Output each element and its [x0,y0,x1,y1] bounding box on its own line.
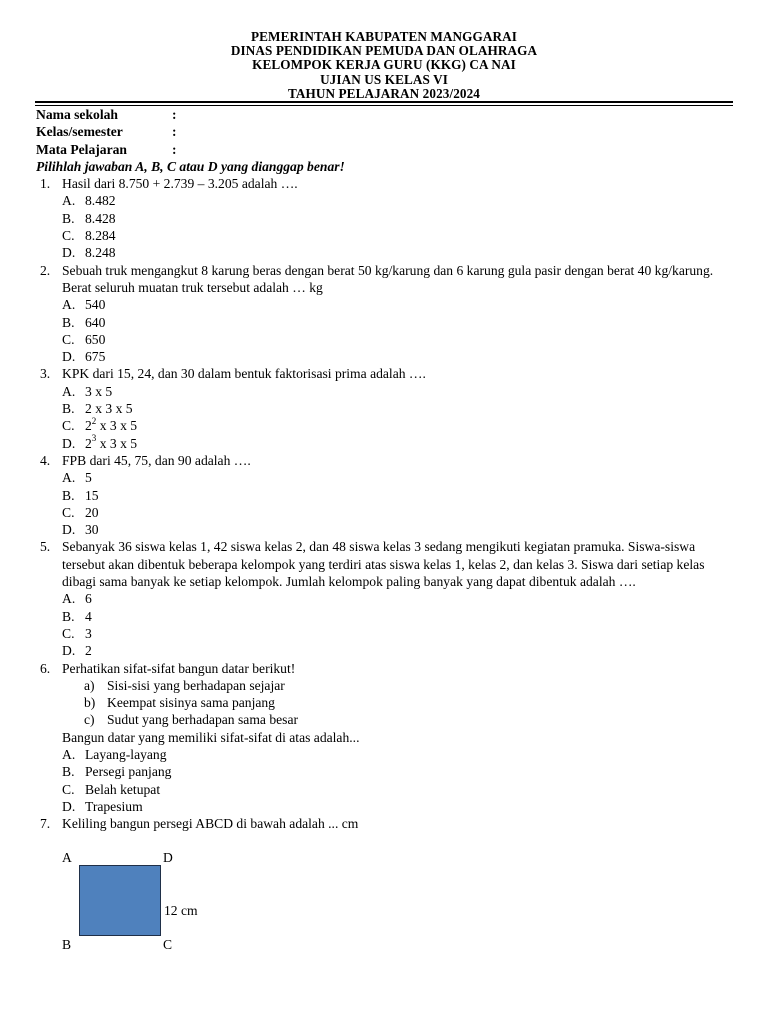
option-text: 3 x 5 [85,383,113,399]
power-exponent: 3 [91,433,97,444]
question-text: KPK dari 15, 24, dan 30 dalam bentuk faktorisasi prima adalah …. [62,366,426,382]
option-letter: B. [62,210,75,226]
option [36,625,736,642]
option-letter: A. [62,383,76,399]
question-7 [36,815,736,832]
option-letter: B. [62,764,75,780]
option [36,487,736,504]
header-line-4: UJIAN US KELAS VI [320,71,448,87]
header-line-5: TAHUN PELAJARAN 2023/2024 [287,85,480,101]
header-line-1: PEMERINTAH KABUPATEN MANGGARAI [250,29,517,44]
option-text: Belah ketupat [85,781,161,797]
option [36,608,736,625]
option-letter: D. [62,245,76,261]
option-text: 6 [85,591,92,607]
option [36,227,736,244]
school-name-label: Nama sekolah [36,107,118,122]
question-text: Hasil dari 8.750 + 2.739 – 3.205 adalah …. [62,176,298,192]
class-semester-label: Kelas/semester [36,124,123,140]
question-text: Sebuah truk mengangkut 8 karung beras dengan berat 50 kg/karung dan 6 karung gula pasir dengan berat 40 kg/karung. Berat seluruh muatan truk tersebut adalah … kg [62,262,714,295]
option [36,469,736,486]
property-text: Sisi-sisi yang berhadapan sejajar [107,677,285,693]
option-letter: B. [62,401,75,417]
option [36,210,736,227]
option-letter: C. [62,781,75,797]
option [36,798,736,815]
option-letter: C. [62,331,75,347]
option-text: 3 [85,625,92,641]
option [36,781,736,798]
question-2 [36,262,736,297]
property-letter: c) [84,712,95,728]
option-letter: D. [62,349,76,365]
vertex-label-a: A [62,850,72,865]
option [36,746,736,763]
option [36,348,736,365]
option [36,417,736,434]
power-exponent: 2 [91,415,97,426]
option-text: 8.284 [85,228,116,244]
option-text: 20 [85,504,99,520]
option-letter: C. [62,228,75,244]
question-text: FPB dari 45, 75, dan 90 adalah …. [62,452,251,468]
option-text: 4 [85,608,92,624]
option-text: 5 [85,470,92,486]
question-4 [36,452,736,469]
school-name-colon: : [172,107,177,122]
class-semester-row [36,123,736,140]
option-text: 640 [85,314,106,330]
option-letter: A. [62,470,76,486]
question-6 [36,660,736,677]
question-number: 5. [40,539,51,555]
question-number: 6. [40,660,51,676]
option [36,296,736,313]
question-number: 3. [40,366,51,382]
square-abcd-figure [60,852,260,962]
option-text [85,417,736,434]
option-letter: D. [62,643,76,659]
option-text: 2 x 3 x 5 [85,401,133,417]
exam-content [36,106,736,832]
question-1 [36,175,736,192]
property-letter: b) [84,695,96,711]
question-3 [36,365,736,382]
power-rest: x 3 x 5 [96,435,138,451]
subject-row [36,141,736,158]
option-letter: C. [62,504,75,520]
option [36,383,736,400]
option-text: 650 [85,331,106,347]
option-text: 2 [85,643,92,659]
option-text [85,435,736,452]
subject-colon: : [172,141,177,157]
subject-label: Mata Pelajaran [36,141,127,157]
school-name-row [36,106,736,123]
property-item [36,677,736,694]
option-text: Trapesium [85,798,143,814]
property-letter: a) [84,677,95,693]
property-item [36,694,736,711]
instruction-text: Pilihlah jawaban A, B, C atau D yang dianggap benar! [36,158,345,174]
side-length-label: 12 cm [164,903,198,918]
option-text: Layang-layang [85,746,167,762]
option-letter: B. [62,314,75,330]
option-letter: A. [62,746,76,762]
option-letter: A. [62,297,76,313]
option-letter: A. [62,591,76,607]
question-number: 2. [40,262,51,278]
power-base: 2 [85,435,92,451]
option [36,400,736,417]
header-line-2: DINAS PENDIDIKAN PEMUDA DAN OLAHRAGA [230,43,538,59]
option-letter: C. [62,418,75,434]
option [36,244,736,261]
question-number: 1. [40,176,51,192]
option-letter: B. [62,487,75,503]
option-text: 15 [85,487,99,503]
question-text: Keliling bangun persegi ABCD di bawah adalah ... cm [62,816,359,832]
option-text: 675 [85,349,106,365]
option [36,435,736,452]
option-letter: D. [62,522,76,538]
header-line-3: KELOMPOK KERJA GURU (KKG) CA NAI [252,57,516,73]
document-header [35,30,733,101]
option [36,192,736,209]
option [36,763,736,780]
option-letter: D. [62,435,76,451]
option-text: 540 [85,297,106,313]
option [36,331,736,348]
power-base: 2 [85,418,92,434]
option [36,314,736,331]
class-semester-colon: : [172,124,177,140]
option [36,642,736,659]
vertex-label-d: D [163,850,173,865]
vertex-label-b: B [62,937,72,952]
question-followup: Bangun datar yang memiliki sifat-sifat di atas adalah... [62,729,360,745]
option-text: Persegi panjang [85,764,172,780]
option-text: 30 [85,522,99,538]
question-number: 4. [40,452,51,468]
property-text: Keempat sisinya sama panjang [107,695,275,711]
property-item [36,711,736,728]
question-text: Perhatikan sifat-sifat bangun datar berikut! [62,660,296,676]
option-letter: B. [62,608,75,624]
option-text: 8.248 [85,245,116,261]
question-text: Sebanyak 36 siswa kelas 1, 42 siswa kelas 2, dan 48 siswa kelas 3 sedang mengikuti kegiatan pramuka. Siswa-siswa tersebut akan dibentuk beberapa kelompok yang terdiri atas siswa kelas 1, kelas 2, dan kelas 3. Siswa dari setiap kelas dibagi sama banyak ke setiap kelompok. Jumlah kelompok paling banyak yang dapat dibentuk adalah …. [62,539,705,590]
power-rest: x 3 x 5 [96,418,138,434]
option-letter: C. [62,625,75,641]
question-number: 7. [40,816,51,832]
option-text: 8.482 [85,193,116,209]
option [36,521,736,538]
property-text: Sudut yang berhadapan sama besar [107,712,299,728]
header-divider-thick [35,101,733,103]
square-shape [79,865,161,936]
option [36,590,736,607]
vertex-label-c: C [163,937,173,952]
option-text: 8.428 [85,210,116,226]
option [36,504,736,521]
question-5 [36,538,736,590]
option-letter: A. [62,193,76,209]
option-letter: D. [62,798,76,814]
